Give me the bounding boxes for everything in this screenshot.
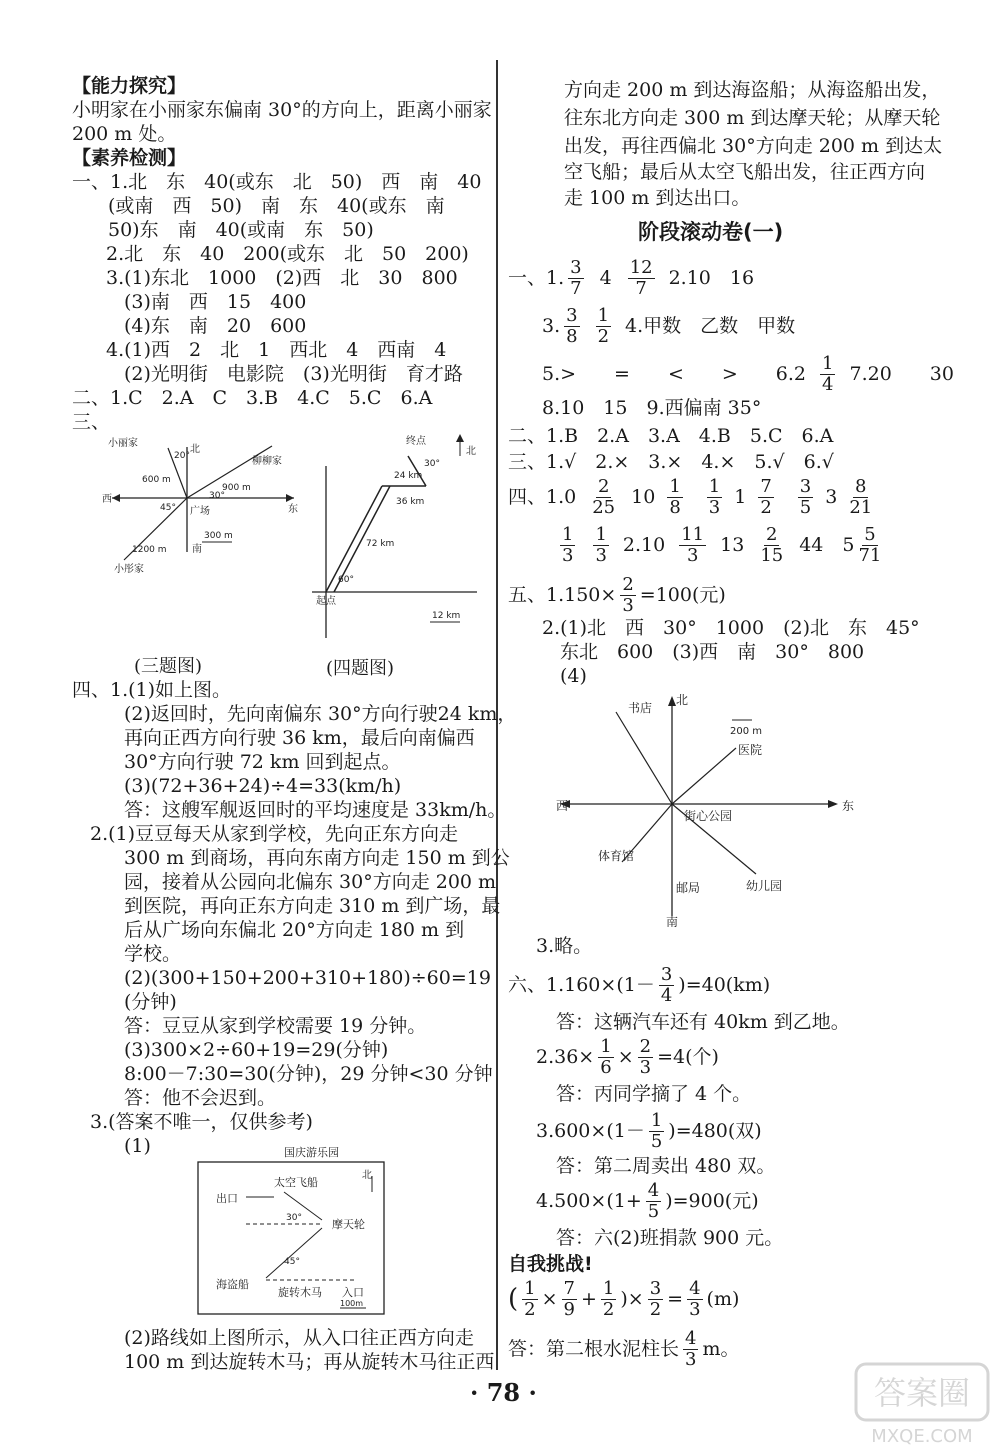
label-distance: 24 km <box>394 471 423 481</box>
answer-line: 答：丙同学摘了 4 个。 <box>556 1083 752 1105</box>
fraction-1-3 <box>707 477 722 518</box>
answer-line: 2.(1)北 西 30° 1000 (2)北 东 45° <box>542 617 920 639</box>
label-carousel: 旋转木马 <box>278 1286 322 1299</box>
label-east: 东 <box>842 799 855 813</box>
answer-line: 8.10 15 9.西偏南 35° <box>542 397 762 419</box>
label-pirate-ship: 海盗船 <box>216 1278 249 1291</box>
text: 2.10 16 <box>668 267 755 289</box>
label-angle: 30° <box>424 459 440 469</box>
fraction-4-5 <box>646 1181 661 1222</box>
text: ( <box>508 1284 519 1314</box>
text: (m) <box>706 1288 740 1310</box>
answer-line: 三、1.√ 2.× 3.× 4.× 5.√ 6.√ <box>508 451 834 473</box>
text: 1 <box>734 486 747 508</box>
num: 3 <box>649 1277 662 1299</box>
answer-line <box>508 1276 739 1322</box>
fraction-7-9 <box>562 1279 577 1320</box>
answer-line <box>508 572 726 618</box>
label-distance: 72 km <box>366 539 395 549</box>
fraction-5-71 <box>856 525 883 566</box>
caption-q4: (四题图) <box>326 658 395 679</box>
den: 6 <box>600 1056 612 1078</box>
label-kindergarten: 幼儿园 <box>746 879 783 893</box>
num: 1 <box>602 1277 615 1299</box>
section-title-rolling: 阶段滚动卷(一) <box>638 220 784 244</box>
text-line: 走 100 m 到达出口。 <box>564 187 751 209</box>
fraction-1-3 <box>593 525 608 566</box>
text: )=900(元) <box>665 1190 759 1212</box>
answer-line: 东北 600 (3)西 南 30° 800 <box>560 641 865 663</box>
label-ferris-wheel: 摩天轮 <box>332 1218 365 1231</box>
label-bookstore: 书店 <box>628 701 653 715</box>
num: 11 <box>681 523 705 545</box>
den: 3 <box>639 1056 652 1078</box>
fraction-4-3 <box>687 1279 702 1320</box>
num: 1 <box>600 1035 612 1057</box>
answer-line: (1) <box>124 1135 151 1157</box>
den: 3 <box>689 1298 701 1320</box>
text: 3.600×(1－ <box>536 1120 645 1142</box>
answer-line: (3)300×2÷60+19=29(分钟) <box>124 1039 389 1061</box>
answer-line <box>536 1034 719 1080</box>
answer-line <box>536 1108 762 1154</box>
num: 2 <box>766 523 778 545</box>
label-distance: 1200 m <box>132 545 167 555</box>
answer-line: 再向正西方向行驶 36 km，最后向南偏西 <box>124 727 475 749</box>
text: × <box>541 1288 558 1310</box>
fraction-3-4 <box>659 965 674 1006</box>
label-west: 西 <box>102 494 112 505</box>
answer-line: (或南 西 50) 南 东 40(或东 南 <box>108 195 445 217</box>
text-line: 方向走 200 m 到达海盗船；从海盗船出发， <box>564 79 941 101</box>
answer-line: (2)(300+150+200+310+180)÷60=19 <box>124 967 491 989</box>
answer-line: 答：第二周卖出 480 双。 <box>556 1155 776 1177</box>
text: 2.10 <box>622 534 666 556</box>
label-start: 起点 <box>316 596 336 607</box>
direction-diagram-q3 <box>102 432 302 582</box>
answer-line: 答：这艘军舰返回时的平均速度是 33km/h。 <box>124 799 507 821</box>
fraction-2-3 <box>638 1037 653 1078</box>
fraction-1-3 <box>560 525 575 566</box>
answer-line: (分钟) <box>124 991 177 1013</box>
fraction-1-8 <box>667 477 682 518</box>
fraction-1-5 <box>649 1111 664 1152</box>
section-title-challenge: 自我挑战! <box>508 1253 593 1275</box>
answer-line: 50)东 南 40(或南 东 50) <box>108 219 374 241</box>
den: 8 <box>566 325 578 347</box>
den: 7 <box>570 277 582 299</box>
answer-line: (4) <box>560 665 587 687</box>
answer-line: 学校。 <box>124 943 182 965</box>
caption-q3: (三题图) <box>134 656 203 677</box>
label-distance: 36 km <box>396 497 425 507</box>
label-angle: 45° <box>284 1257 300 1267</box>
answer-line: 二、1.C 2.A C 3.B 4.C 5.C 6.A <box>72 387 433 409</box>
num: 5 <box>864 523 876 545</box>
den: 3 <box>686 544 699 566</box>
fraction-3-8 <box>564 306 579 347</box>
den: 4 <box>660 984 673 1006</box>
text-line: 往东北方向走 300 m 到达摩天轮；从摩天轮 <box>564 107 941 129</box>
num: 4 <box>689 1277 701 1299</box>
num: 12 <box>629 256 653 278</box>
text: 六、1.160×(1－ <box>508 974 655 996</box>
num: 2 <box>597 475 610 497</box>
direction-map-4 <box>556 690 856 930</box>
label-angle: 45° <box>160 503 176 513</box>
label-liuliu: 柳柳家 <box>252 456 282 467</box>
text-line: 空飞船；最后从太空飞船出发，往正西方向 <box>564 161 926 183</box>
label-angle: 30° <box>209 491 225 501</box>
label-gym: 体育馆 <box>598 849 635 863</box>
text: )× <box>620 1288 644 1310</box>
den: 3 <box>622 594 634 616</box>
num: 4 <box>647 1179 660 1201</box>
label-xiaotong: 小彤家 <box>114 564 144 575</box>
den: 2 <box>524 1298 536 1320</box>
answer-line: (2)光明街 电影院 (3)光明街 育才路 <box>124 363 463 385</box>
num: 7 <box>760 475 772 497</box>
num: 1 <box>597 304 610 326</box>
den: 3 <box>595 544 607 566</box>
text: )=40(km) <box>678 974 771 996</box>
answer-line: 100 m 到达旋转木马；再从旋转木马往正西 <box>124 1351 495 1373</box>
num: 3 <box>660 963 673 985</box>
label-scale: 300 m <box>204 531 233 541</box>
fraction-2-25 <box>590 477 617 518</box>
den: 3 <box>708 496 721 518</box>
text: = <box>667 1288 684 1310</box>
answer-line: 答：豆豆从家到学校需要 19 分钟。 <box>124 1015 427 1037</box>
label-north: 北 <box>466 446 476 457</box>
fraction-3-2 <box>648 1279 663 1320</box>
num: 2 <box>639 1035 652 1057</box>
answer-line: 3.(1)东北 1000 (2)西 北 30 800 <box>106 267 458 289</box>
answer-line: 4.(1)西 2 北 1 西北 4 西南 4 <box>106 339 447 361</box>
label-west: 西 <box>556 799 569 813</box>
answer-line: 二、1.B 2.A 3.A 4.B 5.C 6.A <box>508 425 834 447</box>
answer-line <box>508 256 754 300</box>
num: 1 <box>708 475 721 497</box>
den: 3 <box>562 544 574 566</box>
fraction-4-3 <box>683 1329 698 1370</box>
answer-line <box>508 474 884 520</box>
section-title-quality: 【素养检测】 <box>72 147 187 169</box>
den: 5 <box>799 496 812 518</box>
text: 一、1. <box>508 267 565 289</box>
answer-line: 后从广场向东偏北 20°方向走 180 m 到 <box>124 919 465 941</box>
answer-line: 3.略。 <box>536 935 593 957</box>
den: 25 <box>592 496 616 518</box>
label-distance: 900 m <box>222 483 251 493</box>
label-scale: 200 m <box>730 726 763 737</box>
den: 5 <box>650 1130 663 1152</box>
label-north: 北 <box>676 693 689 707</box>
num: 1 <box>669 475 681 497</box>
den: 2 <box>649 1298 662 1320</box>
text: 7.20 30 <box>849 363 954 385</box>
fraction-2-15 <box>758 525 785 566</box>
text: 4 <box>599 267 612 289</box>
text: 四、1.0 <box>508 486 577 508</box>
den: 7 <box>635 277 647 299</box>
text: )=480(双) <box>668 1120 762 1142</box>
fraction-1-2 <box>596 306 611 347</box>
label-square: 广场 <box>190 506 210 517</box>
num: 3 <box>570 256 582 278</box>
map-title: 国庆游乐园 <box>284 1146 339 1159</box>
answer-line: 答：这辆汽车还有 40km 到乙地。 <box>556 1011 850 1033</box>
answer-line: 8:00－7:30=30(分钟)，29 分钟<30 分钟 <box>124 1063 493 1085</box>
answer-line: 到医院，再向正东方向走 310 m 到广场，最 <box>124 895 501 917</box>
text-line: 200 m 处。 <box>72 123 177 145</box>
label-north: 北 <box>190 444 200 455</box>
text: m。 <box>702 1338 740 1360</box>
num: 1 <box>595 523 607 545</box>
watermark-logo <box>852 1360 992 1450</box>
answer-line: 一、1.北 东 40(或东 北 50) 西 南 40 <box>72 171 482 193</box>
fraction-11-3 <box>679 525 706 566</box>
text: 五、1.150× <box>508 584 617 606</box>
fraction-12-7 <box>628 258 655 299</box>
text: 10 <box>631 486 656 508</box>
num: 1 <box>524 1277 536 1299</box>
section-title-ability: 【能力探究】 <box>72 75 187 97</box>
text: + <box>580 1288 597 1310</box>
num: 2 <box>622 573 634 595</box>
label-space-ship: 太空飞船 <box>274 1176 318 1189</box>
amusement-park-map <box>192 1140 462 1320</box>
answer-line: 2.(1)豆豆每天从家到学校，先向正东方向走 <box>90 823 459 845</box>
label-distance: 600 m <box>142 475 171 485</box>
den: 8 <box>669 496 681 518</box>
answer-line: 3.(答案不唯一，仅供参考) <box>90 1111 313 1133</box>
answer-line: 2.北 东 40 200(或东 北 50 200) <box>106 243 469 265</box>
answer-line: 答：他不会迟到。 <box>124 1087 277 1109</box>
answer-line: (3)(72+36+24)÷4=33(km/h) <box>124 775 402 797</box>
answer-line <box>508 1326 740 1372</box>
num: 3 <box>799 475 812 497</box>
text: 3 <box>825 486 838 508</box>
den: 2 <box>760 496 772 518</box>
text: =100(元) <box>639 584 726 606</box>
den: 15 <box>760 544 784 566</box>
text: 4.甲数 乙数 甲数 <box>625 315 796 337</box>
watermark-text: 答案圈 <box>873 1374 971 1412</box>
answer-line: (2)返回时，先向南偏东 30°方向行驶24 km， <box>124 703 517 725</box>
label-south: 南 <box>192 544 202 555</box>
answer-line: 300 m 到商场，再向东南方向走 150 m 到公 <box>124 847 510 869</box>
answer-line <box>542 352 954 396</box>
fraction-3-5 <box>798 477 813 518</box>
route-diagram-q4 <box>312 432 482 642</box>
den: 2 <box>602 1298 615 1320</box>
label-east: 东 <box>288 504 298 515</box>
answer-line: (2)路线如上图所示，从入口往正西方向走 <box>124 1327 474 1349</box>
den: 3 <box>685 1348 697 1370</box>
watermark-url: MXQE.COM <box>871 1426 973 1447</box>
label-post-office: 邮局 <box>676 881 701 895</box>
answer-line <box>508 962 770 1008</box>
fraction-3-7 <box>568 258 583 299</box>
answer-line: 答：六(2)班捐款 900 元。 <box>556 1227 784 1249</box>
answer-line: (3)南 西 15 400 <box>124 291 307 313</box>
num: 7 <box>563 1277 575 1299</box>
text: 4.500×(1+ <box>536 1190 642 1212</box>
label-angle: 30° <box>286 1213 302 1223</box>
label-hospital: 医院 <box>738 743 763 757</box>
fraction-1-2 <box>601 1279 616 1320</box>
text: 13 <box>720 534 745 556</box>
text: =4(个) <box>657 1046 719 1068</box>
label-end: 终点 <box>406 436 426 447</box>
answer-line: 三、 <box>72 411 111 433</box>
text-line: 小明家在小丽家东偏南 30°的方向上，距离小丽家 <box>72 99 492 121</box>
num: 4 <box>685 1327 697 1349</box>
num: 8 <box>855 475 867 497</box>
page-number: · 78 · <box>470 1378 537 1407</box>
answer-line <box>542 304 795 348</box>
label-south: 南 <box>666 915 679 929</box>
num: 1 <box>822 352 834 374</box>
den: 71 <box>858 544 882 566</box>
num: 3 <box>566 304 578 326</box>
label-park: 街心公园 <box>684 809 733 823</box>
text: 5.> = < > 6.2 <box>542 363 807 385</box>
fraction-1-4 <box>820 354 835 395</box>
text: 3. <box>542 315 561 337</box>
den: 9 <box>563 1298 575 1320</box>
num: 1 <box>562 523 574 545</box>
text: 2.36× <box>536 1046 595 1068</box>
answer-line: (4)东 南 20 600 <box>124 315 307 337</box>
text: 44 5 <box>799 534 855 556</box>
den: 21 <box>849 496 873 518</box>
fraction-7-2 <box>758 477 773 518</box>
fraction-2-3 <box>620 575 635 616</box>
den: 5 <box>647 1200 660 1222</box>
label-angle: 20° <box>174 451 190 461</box>
den: 2 <box>597 325 610 347</box>
answer-line <box>536 1178 759 1224</box>
label-xiaoli: 小丽家 <box>108 438 138 449</box>
answer-line <box>556 522 887 568</box>
num: 1 <box>650 1109 663 1131</box>
text-line: 出发，再往西偏北 30°方向走 200 m 到达太 <box>564 135 943 157</box>
answer-line: 30°方向行驶 72 km 回到起点。 <box>124 751 401 773</box>
fraction-1-2 <box>522 1279 537 1320</box>
answer-line: 园，接着从公园向北偏东 30°方向走 200 m <box>124 871 497 893</box>
text: × <box>617 1046 634 1068</box>
den: 4 <box>822 373 834 395</box>
label-angle: 60° <box>338 575 354 585</box>
fraction-8-21 <box>847 477 874 518</box>
label-scale: 100m <box>340 1299 364 1308</box>
label-north: 北 <box>362 1170 372 1181</box>
text: 答：第二根水泥柱长 <box>508 1338 680 1360</box>
label-scale: 12 km <box>432 611 461 621</box>
answer-line: 四、1.(1)如上图。 <box>72 679 232 701</box>
fraction-1-6 <box>598 1037 613 1078</box>
label-entrance: 入口 <box>342 1286 364 1299</box>
label-exit: 出口 <box>216 1192 238 1205</box>
